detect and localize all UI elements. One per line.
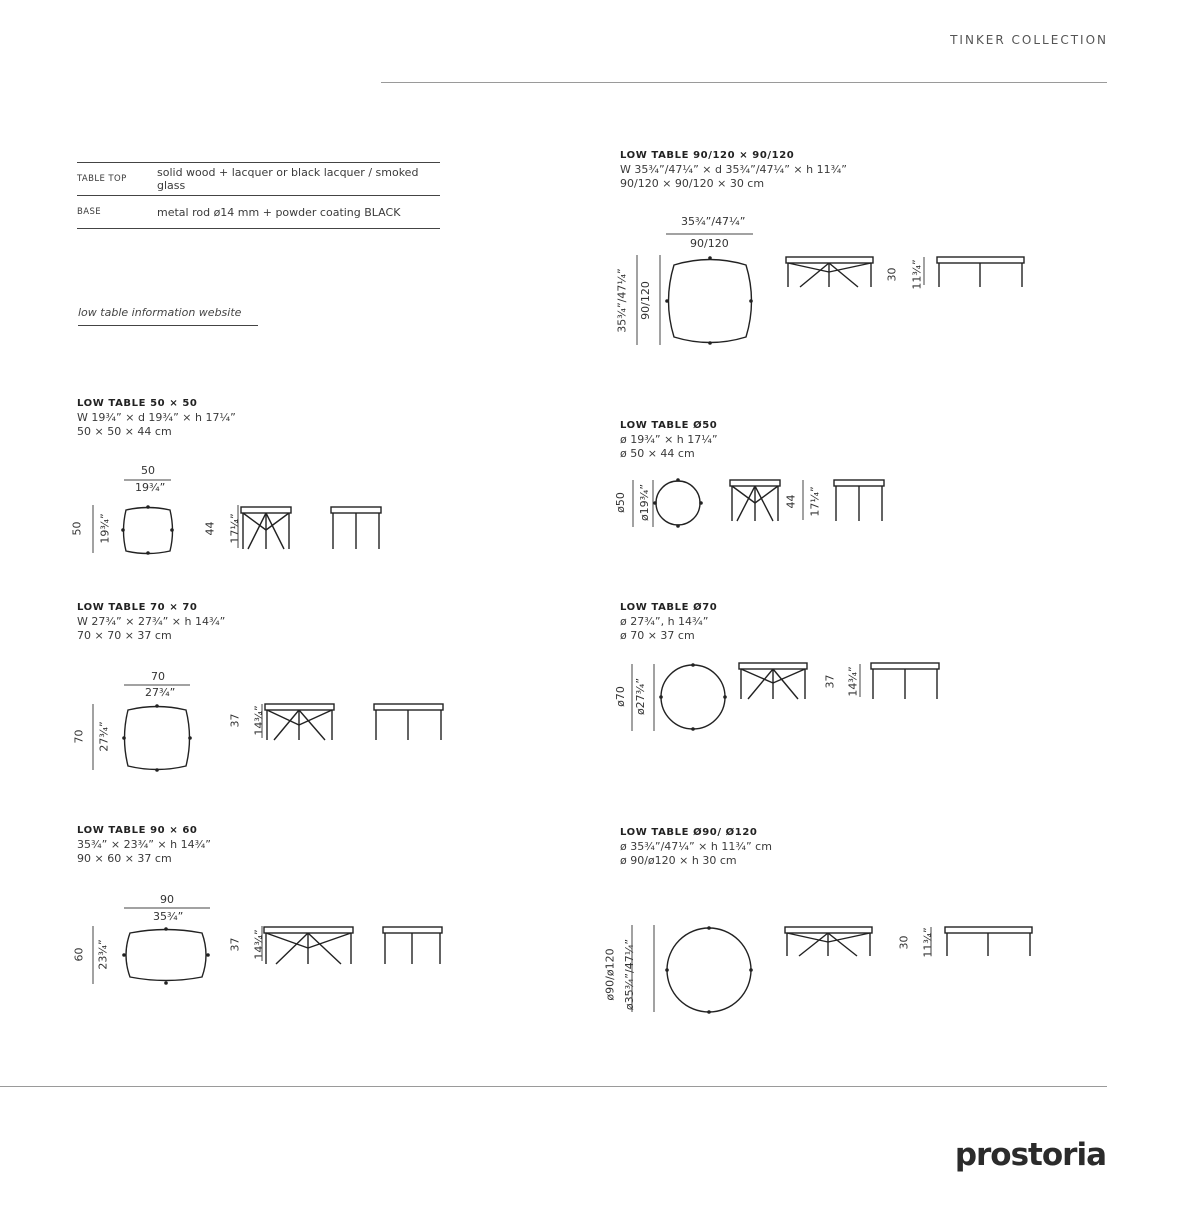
footer-divider [0,1086,1107,1087]
product-dims-cm: ø 50 × 44 cm [620,447,695,460]
product-dims-inch: ø 27¾”, h 14¾” [620,615,709,628]
top-dim-cm: 70 [151,670,165,683]
side-dim-cm: 70 [72,729,86,744]
side-dim-inch: ø27¾” [634,677,648,716]
side-dim-cm: ø90/ø120 [603,948,617,1001]
top-dim-inch: 19¾” [135,481,166,494]
product-title: LOW TABLE 50 × 50 [77,398,198,409]
top-dim-cm: 50 [141,464,155,477]
height-dim-inch: 17¼” [228,513,242,544]
side-dim-inch: 19¾” [98,513,112,544]
product-title: LOW TABLE Ø90/ Ø120 [620,827,758,838]
product-dims-cm: ø 90/ø120 × h 30 cm [620,854,737,867]
spec-key: TABLE TOP [77,163,157,196]
height-dim-cm: 44 [784,494,798,509]
height-dim-cm: 30 [897,935,911,950]
top-dim-cm: 90 [160,893,174,906]
height-dim-cm: 37 [228,713,242,728]
product-dims-inch: W 35¾”/47¼” × d 35¾”/47¼” × h 11¾” [620,163,847,176]
height-dim-inch: 11¾” [910,259,924,290]
side-dim-cm: 90/120 [638,281,652,320]
side-dim-inch: ø35¾”/47¼” [623,938,637,1011]
side-dim-cm: 60 [72,947,86,962]
spec-value: metal rod ø14 mm + powder coating BLACK [157,196,440,229]
side-dim-inch: 35¾”/47¼” [615,268,629,333]
height-dim-cm: 37 [228,937,242,952]
product-title: LOW TABLE Ø70 [620,602,718,613]
side-dim-inch: 23¾” [96,939,110,970]
side-dim-cm: ø50 [613,492,627,513]
product-dims-cm: 70 × 70 × 37 cm [77,629,172,642]
brand-logo: prostoria [954,1137,1106,1173]
product-dims-cm: 50 × 50 × 44 cm [77,425,172,438]
info-website-link[interactable]: low table information website [78,306,258,326]
height-dim-inch: 11¾” [921,927,935,958]
side-dim-inch: 27¾” [97,721,111,752]
product-dims-inch: ø 19¾” × h 17¼” [620,433,718,446]
product-dims-inch: W 19¾” × d 19¾” × h 17¼” [77,411,236,424]
height-dim-inch: 14¾” [252,705,266,736]
product-dims-cm: ø 70 × 37 cm [620,629,695,642]
product-dims-inch: ø 35¾”/47¼” × h 11¾” cm [620,840,772,853]
height-dim-inch: 14¾” [846,666,860,697]
top-dim-inch: 35¾”/47¼” [681,215,746,228]
side-dim-cm: ø70 [613,686,627,707]
spec-value: solid wood + lacquer or black lacquer / smoked glass [157,163,440,196]
product-title: LOW TABLE Ø50 [620,420,718,431]
height-dim-inch: 14¾” [252,929,266,960]
product-dims-cm: 90/120 × 90/120 × 30 cm [620,177,765,190]
top-dim-inch: 35¾” [153,910,184,923]
height-dim-inch: 17¼” [808,486,822,517]
height-dim-cm: 30 [885,267,899,282]
product-dims-cm: 90 × 60 × 37 cm [77,852,172,865]
side-dim-cm: 50 [70,521,84,536]
side-dim-inch: ø19¾” [638,483,652,522]
top-dim-inch: 27¾” [145,686,176,699]
product-title: LOW TABLE 70 × 70 [77,602,198,613]
product-title: LOW TABLE 90 × 60 [77,825,198,836]
spec-key: BASE [77,196,157,229]
product-dims-inch: 35¾” × 23¾” × h 14¾” [77,838,211,851]
product-title: LOW TABLE 90/120 × 90/120 [620,150,795,161]
product-dims-inch: W 27¾” × 27¾” × h 14¾” [77,615,226,628]
height-dim-cm: 44 [203,521,217,536]
top-dim-cm: 90/120 [690,237,729,250]
height-dim-cm: 37 [823,674,837,689]
collection-title: TINKER COLLECTION [950,33,1108,47]
